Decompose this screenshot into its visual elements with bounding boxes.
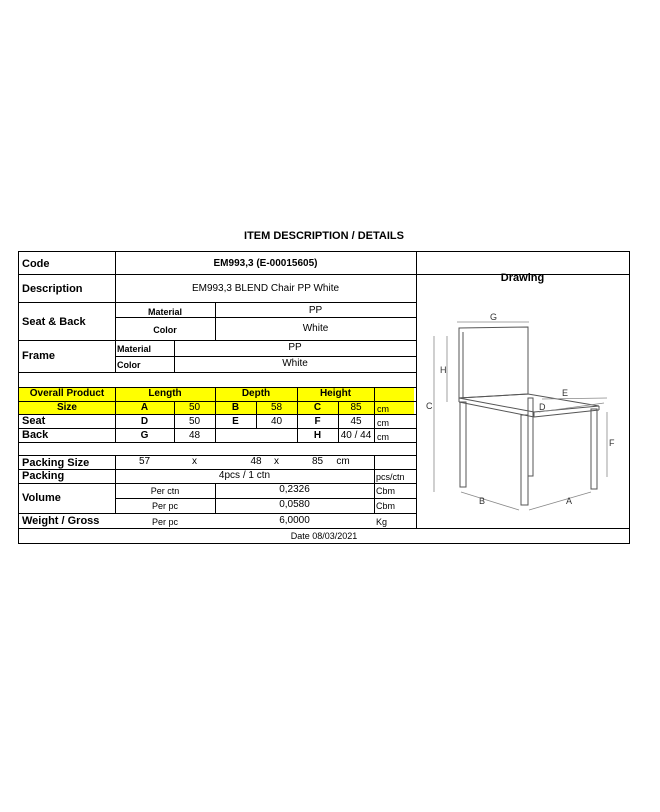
back-unit: cm <box>377 432 389 442</box>
packing-size-width: 48 <box>250 456 262 467</box>
packing-size-length: 57 <box>138 456 151 467</box>
seat-back-material-value: PP <box>308 305 323 316</box>
volume-per-ctn-unit: Cbm <box>376 486 396 496</box>
drawing-label: Drawing <box>500 272 545 284</box>
packing-size-height: 85 <box>311 456 324 467</box>
frame-material-value: PP <box>288 342 302 353</box>
frame-color-label: Color <box>117 360 141 370</box>
dim-b-marker: B <box>479 496 486 506</box>
overall-size-label-1: Overall Product <box>29 388 105 399</box>
dim-a-value: 50 <box>188 402 201 413</box>
chair-leg-front-right <box>521 415 528 505</box>
dim-h-value: 40 / 44 <box>340 430 372 441</box>
packing-size-x1: x <box>192 456 197 467</box>
back-dim-label: Back <box>22 429 49 441</box>
description-label: Description <box>22 283 83 295</box>
dim-d-letter: D <box>140 416 149 427</box>
chair-drawing <box>19 252 629 542</box>
dim-a-letter: A <box>140 402 149 413</box>
dim-c-letter: C <box>313 402 322 413</box>
volume-label: Volume <box>22 492 61 504</box>
date-text: Date 08/03/2021 <box>290 531 358 541</box>
dim-f-marker: F <box>609 438 615 448</box>
packing-label: Packing <box>22 470 65 482</box>
dim-d-value: 50 <box>188 416 201 427</box>
page-title: ITEM DESCRIPTION / DETAILS <box>244 230 404 242</box>
dim-h-marker: H <box>440 365 447 375</box>
volume-per-ctn-label: Per ctn <box>150 486 180 496</box>
dim-b-letter: B <box>231 402 240 413</box>
description-value: EM993,3 BLEND Chair PP White <box>191 283 340 294</box>
dim-a-marker: A <box>566 496 573 506</box>
dim-c-value: 85 <box>350 402 362 413</box>
weight-unit: Kg <box>376 517 388 527</box>
depth-header: Depth <box>241 388 271 399</box>
packing-size-unit: cm <box>336 456 350 467</box>
weight-value: 6,0000 <box>279 515 310 526</box>
code-label: Code <box>22 258 50 270</box>
volume-per-pc-label: Per pc <box>151 501 178 511</box>
frame-color-value: White <box>282 358 308 369</box>
dim-f-value: 45 <box>350 416 362 427</box>
dim-c-marker: C <box>426 401 433 411</box>
frame-material-label: Material <box>117 344 152 354</box>
code-value: EM993,3 (E-00015605) <box>213 258 318 269</box>
length-header: Length <box>148 388 182 399</box>
packing-size-x2: x <box>274 456 279 467</box>
seat-unit: cm <box>377 418 389 428</box>
overall-unit: cm <box>377 404 389 414</box>
packing-value: 4pcs / 1 ctn <box>218 470 271 481</box>
dim-g-value: 48 <box>188 430 201 441</box>
dim-e-marker: E <box>562 388 569 398</box>
height-header: Height <box>319 388 352 399</box>
dim-f-letter: F <box>314 416 321 427</box>
seat-back-label: Seat & Back <box>22 316 86 328</box>
chair-backrest <box>459 327 528 398</box>
weight-label: Weight / Gross <box>22 515 100 527</box>
dim-g-letter: G <box>140 430 149 441</box>
packing-size-label: Packing Size <box>22 457 90 469</box>
volume-per-pc-value: 0,0580 <box>279 499 310 510</box>
chair-leg-back-left <box>528 398 533 476</box>
chair-leg-back-right <box>591 409 597 489</box>
chair-seat <box>459 394 599 412</box>
volume-per-ctn-value: 0,2326 <box>279 484 310 495</box>
dim-b-value: 58 <box>270 402 283 413</box>
overall-size-label-2: Size <box>56 402 77 413</box>
packing-unit: pcs/ctn <box>376 472 405 482</box>
weight-per-pc-label: Per pc <box>151 517 178 527</box>
chair-leg-front-left <box>460 402 466 487</box>
spec-sheet <box>18 251 630 544</box>
dim-g-marker: G <box>490 312 498 322</box>
dim-h-letter: H <box>313 430 322 441</box>
seat-back-material-label: Material <box>147 307 182 317</box>
frame-label: Frame <box>22 350 56 362</box>
seat-dim-label: Seat <box>22 415 46 427</box>
dim-d-marker: D <box>539 402 546 412</box>
dim-e-value: 40 <box>270 416 283 427</box>
seat-back-color-value: White <box>302 323 329 334</box>
volume-per-pc-unit: Cbm <box>376 501 396 511</box>
seat-back-color-label: Color <box>153 325 177 335</box>
dim-e-letter: E <box>232 416 239 427</box>
